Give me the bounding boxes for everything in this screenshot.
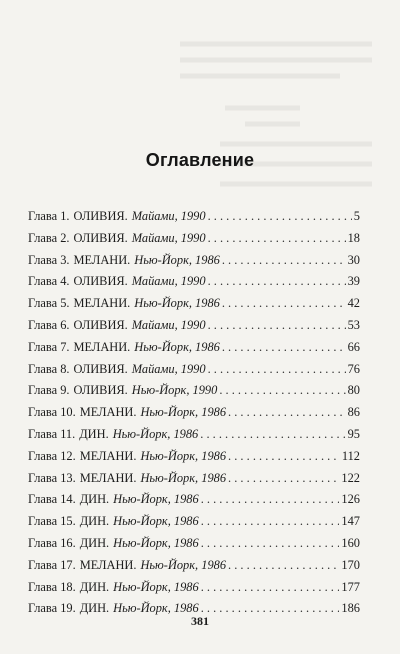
toc-row	[28, 424, 360, 446]
chapter-character: МЕЛАНИ.	[73, 296, 131, 311]
chapter-page-number: 39	[347, 274, 360, 289]
chapter-label: Глава 1.	[28, 209, 70, 223]
chapter-label: Глава 9.	[28, 383, 70, 398]
chapter-place: Нью-Йорк, 1990	[131, 383, 218, 398]
toc-row	[28, 271, 360, 293]
toc-row	[28, 489, 360, 511]
toc-row	[28, 337, 360, 359]
chapter-page-number: 170	[341, 557, 360, 572]
toc-row	[28, 555, 360, 577]
chapter-page-number: 66	[347, 339, 360, 354]
chapter-character: ДИН.	[79, 579, 110, 594]
chapter-page-number: 122	[341, 470, 360, 485]
dot-leader	[201, 489, 340, 511]
toc-row	[28, 250, 360, 272]
chapter-label: Глава 15.	[28, 514, 76, 529]
chapter-label: Глава 10.	[28, 405, 76, 420]
chapter-place: Майами, 1990	[131, 230, 206, 245]
chapter-character: МЕЛАНИ.	[79, 557, 137, 572]
chapter-page-number: 147	[341, 514, 360, 529]
chapter-place: Нью-Йорк, 1986	[140, 405, 227, 420]
chapter-page-number: 126	[341, 492, 360, 507]
chapter-label: Глава 13.	[28, 470, 76, 485]
chapter-page-number: 42	[347, 296, 360, 311]
chapter-label: Глава 18.	[28, 579, 76, 594]
chapter-label: Глава 6.	[28, 317, 70, 332]
dot-leader	[201, 511, 340, 533]
chapter-place: Майами, 1990	[131, 317, 206, 332]
chapter-place: Майами, 1990	[131, 209, 206, 223]
chapter-page-number: 53	[347, 317, 360, 332]
chapter-character: ОЛИВИЯ.	[73, 274, 128, 289]
dot-leader	[201, 577, 340, 599]
chapter-label: Глава 4.	[28, 274, 70, 289]
toc-row	[28, 402, 360, 424]
dot-leader	[208, 271, 346, 293]
chapter-page-number: 86	[347, 405, 360, 420]
chapter-character: МЕЛАНИ.	[79, 448, 137, 463]
chapter-page-number: 177	[341, 579, 360, 594]
chapter-character: МЕЛАНИ.	[73, 252, 131, 267]
chapter-place: Нью-Йорк, 1986	[113, 535, 199, 550]
chapter-label: Глава 17.	[28, 557, 76, 572]
chapter-character: ОЛИВИЯ.	[73, 230, 128, 245]
dot-leader	[201, 533, 340, 555]
chapter-place: Нью-Йорк, 1986	[113, 514, 199, 529]
chapter-character: МЕЛАНИ.	[79, 470, 137, 485]
chapter-label: Глава 2.	[28, 230, 70, 245]
dot-leader	[208, 228, 346, 250]
chapter-place: Нью-Йорк, 1986	[140, 470, 227, 485]
chapter-character: МЕЛАНИ.	[73, 339, 131, 354]
toc-row	[28, 533, 360, 555]
toc-row	[28, 206, 360, 228]
dot-leader	[222, 293, 346, 315]
toc-row	[28, 446, 360, 468]
chapter-page-number: 18	[347, 230, 360, 245]
chapter-character: ДИН.	[79, 535, 110, 550]
chapter-page-number: 95	[347, 426, 360, 441]
chapter-label: Глава 3.	[28, 252, 70, 267]
dot-leader	[228, 402, 346, 424]
chapter-label: Глава 12.	[28, 448, 76, 463]
dot-leader	[208, 359, 346, 381]
chapter-label: Глава 14.	[28, 492, 76, 507]
dot-leader	[222, 250, 346, 272]
toc-row	[28, 577, 360, 599]
dot-leader	[200, 424, 345, 446]
dot-leader	[219, 380, 345, 402]
chapter-character: ОЛИВИЯ.	[73, 317, 128, 332]
toc-row	[28, 511, 360, 533]
chapter-character: ДИН.	[79, 492, 110, 507]
chapter-character: ОЛИВИЯ.	[73, 209, 128, 223]
chapter-place: Нью-Йорк, 1986	[112, 426, 199, 441]
toc-row	[28, 293, 360, 315]
chapter-page-number: 112	[341, 448, 360, 463]
chapter-label: Глава 19.	[28, 601, 76, 616]
dot-leader	[208, 206, 352, 228]
dot-leader	[228, 446, 340, 468]
toc-row	[28, 359, 360, 381]
chapter-character: ОЛИВИЯ.	[73, 383, 128, 398]
chapter-place: Нью-Йорк, 1986	[113, 601, 199, 616]
toc-row	[28, 228, 360, 250]
chapter-place: Нью-Йорк, 1986	[140, 557, 227, 572]
chapter-place: Нью-Йорк, 1986	[113, 579, 199, 594]
dot-leader	[228, 468, 339, 490]
chapter-page-number: 30	[347, 252, 360, 267]
chapter-label: Глава 5.	[28, 296, 70, 311]
chapter-place: Нью-Йорк, 1986	[134, 339, 220, 354]
chapter-character: ДИН.	[79, 514, 110, 529]
dot-leader	[222, 337, 346, 359]
chapter-place: Майами, 1990	[131, 361, 206, 376]
toc-row	[28, 315, 360, 337]
chapter-label: Глава 7.	[28, 339, 70, 354]
chapter-place: Нью-Йорк, 1986	[113, 492, 199, 507]
chapter-character: ДИН.	[79, 426, 109, 441]
chapter-place: Нью-Йорк, 1986	[134, 296, 220, 311]
page-title: Оглавление	[145, 150, 255, 170]
chapter-label: Глава 16.	[28, 535, 76, 550]
chapter-place: Нью-Йорк, 1986	[134, 252, 220, 267]
chapter-character: МЕЛАНИ.	[79, 405, 137, 420]
chapter-page-number: 80	[347, 383, 360, 398]
chapter-page-number: 160	[341, 535, 360, 550]
toc-row	[28, 468, 360, 490]
chapter-page-number: 5	[353, 209, 360, 223]
chapter-place: Майами, 1990	[131, 274, 206, 289]
chapter-character: ОЛИВИЯ.	[73, 361, 128, 376]
toc-row	[28, 380, 360, 402]
chapter-label: Глава 8.	[28, 361, 70, 376]
dot-leader	[208, 315, 346, 337]
chapter-label: Глава 11.	[28, 426, 76, 441]
chapter-page-number: 186	[341, 601, 360, 616]
table-of-contents	[28, 206, 360, 620]
chapter-page-number: 76	[347, 361, 360, 376]
page-number: 381	[191, 614, 209, 628]
chapter-place: Нью-Йорк, 1986	[140, 448, 227, 463]
dot-leader	[228, 555, 339, 577]
chapter-character: ДИН.	[79, 601, 110, 616]
